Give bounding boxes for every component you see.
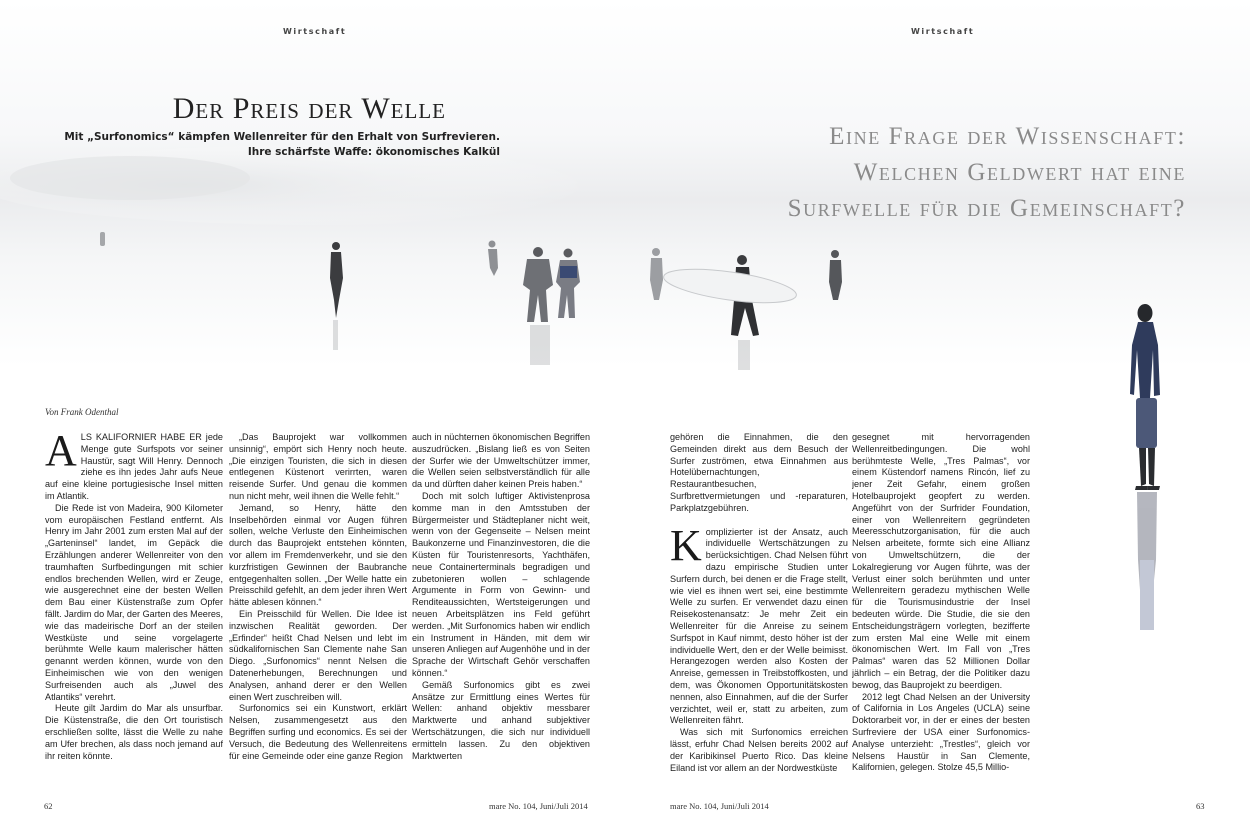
paragraph: gehören die Einnahmen, die den Gemeinden direkt aus dem Besuch der Surfer zuströmen, etwa Einnahmen aus Hotelübernachtungen, Restaurantbesuchen, Surfbrettvermietungen und -reparaturen, Parkplatzgebühren.: [670, 432, 848, 513]
paragraph-text: omplizierter ist der Ansatz, auch individuelle Wertschätzungen zu berücksichtigen. Chad Nelsen führt dazu empirische Studien unter Surfern durch, bei denen er die Frage stellt, wie viel es ihnen wert sei, eine bestimmte Welle zu surfen. Er verwendet dazu einen Reisekostenansatz: Je mehr Zeit ein Wellenreiter für die Anreise zu seinem Surfspot in Kauf nimmt, desto höher ist der individuelle Wert, den er der Welle beimisst. Herangezogen werden also Kosten der Anreise, gemessen in Treibstoffkosten, und dem, was Ökonomen Opportunitätskosten nennen, also Einnahmen, auf die der Surfer verzichtet, weil er, statt zu arbeiten, zum Wellenreiten fährt.: [670, 526, 848, 726]
article-subtitle: [40, 130, 500, 160]
paragraph: Gemäß Surfonomics gibt es zwei Ansätze zur Ermittlung eines Wertes für Wellen: anhand objektiv messbarer Marktwerte und anhand subjektiver Wertschätzungen, die sich nur individuell ermitteln lassen. Zu den objektiven Marktwerten: [412, 679, 590, 761]
drop-cap: K: [670, 520, 702, 570]
article-column-3: [412, 432, 590, 782]
paragraph-text: LS KALIFORNIER HABE ER jede Menge gute Surfspots vor seiner Haustür, sagt Will Henry. Dennoch ziehe es ihn jedes Jahr aufs Neue auf eine kleine portugiesische Insel mitten im Atlantik.: [45, 432, 223, 501]
paragraph: Heute gilt Jardim do Mar als unsurfbar. Die Küstenstraße, die den Ort touristisch erschließen sollte, lässt die Welle zu nahe am Ufer brechen, als dass noch jemand auf ihr reiten könnte.: [45, 703, 223, 761]
paragraph: Ein Preisschild für Wellen. Die Idee ist inzwischen Realität geworden. Der „Erfinder“ heißt Chad Nelsen und lebt im südkalifornischen San Clemente nahe San Diego. „Surfonomics“ nennt Nelsen die Datenerhebungen, Berechnungen und Analysen, anhand derer er den Wellen einen Wert zuschreiben will.: [229, 608, 407, 702]
paragraph: „Das Bauprojekt war vollkommen unsinnig“, empört sich Henry noch heute. „Die einzigen Touristen, die sich in diesen entlegenen Küstenort verirrten, waren reisende Surfer. Und genau die kommen nun nicht mehr, weil ihnen die Welle fehlt.“: [229, 432, 407, 501]
page-number-left: 62: [44, 801, 53, 811]
article-column-5: [852, 432, 1030, 782]
paragraph: [45, 432, 223, 503]
issue-info-left: mare No. 104, Juni/Juli 2014: [489, 801, 588, 811]
pull-quote: [788, 119, 1186, 227]
article-title: Der Preis der Welle: [172, 92, 446, 125]
article-column-4: [670, 432, 848, 782]
paragraph: Was sich mit Surfonomics erreichen lässt, erfuhr Chad Nelsen bereits 2002 auf der Karibikinsel Puerto Rico. Das kleine Eiland ist vor allem an der Nordwestküste: [670, 727, 848, 773]
pull-quote-line-1: Eine Frage der Wissenschaft:: [829, 123, 1186, 150]
section-label-left: Wirtschaft: [283, 27, 347, 36]
pull-quote-line-3: Surfwelle für die Gemeinschaft?: [787, 195, 1186, 222]
paragraph: [670, 520, 848, 728]
paragraph: Jemand, so Henry, hätte den Inselbehörden einmal vor Augen führen sollen, welche Verluste den Einheimischen durch das Bauprojekt entstehen könnten, vor allem im Fremdenverkehr, und sie den kurzfristigen Gewinnen der Baubranche entgegenhalten sollen. „Der Welle hatte ein Preisschild gefehlt, an dem jeder ihren Wert hätte ablesen können.“: [229, 502, 407, 608]
byline: Von Frank Odenthal: [45, 407, 119, 417]
paragraph: auch in nüchternen ökonomischen Begriffen auszudrücken. „Bislang ließ es von Seiten der Surfer wie der Umweltschützer immer, die Wellen seien selbstverständlich für alle da und dürften daher keinen Preis haben.“: [412, 432, 590, 490]
paragraph: Die Rede ist von Madeira, 900 Kilometer vom europäischen Festland entfernt. Als Henry im Jahr 2001 zum ersten Mal auf der „Garteninsel“ landet, im Gepäck die Erzählungen anderer Wellenreiter von den traumhaften Surfbedingungen mit schier endlos brechenden Wellen, wird er Zeuge, wie ausgerechnet eine der besten Wellen dem Bau einer Küstenstraße zum Opfer fällt. Jardim do Mar, der Garten des Meeres, wie das madeirische Dorf an der steilen Westküste und seine vorgelagerte berühmte Welle kaum malerischer hätten genannt werden können, wurde von den Einheimischen wie von den wenigen Surfreisenden auch als „Juwel des Atlantiks“ verehrt.: [45, 502, 223, 702]
distant-surfer-icon: [100, 232, 105, 246]
subtitle-line-2: Ihre schärfste Waffe: ökonomisches Kalkül: [247, 146, 500, 158]
paragraph: gesegnet mit hervorragenden Wellenreitbedingungen. Die wohl berühmteste Welle, „Tres Palmas“, vor einem Küstendorf namens Rincón, lief zu jener Zeit Gefahr, einem großen Hotelbauprojekt geopfert zu werden. Angeführt von der Surfrider Foundation, einer von Wellenreitern gegründeten Meeresschutzorganisation, für die auch Nelsen arbeitete, formte sich eine Allianz von Umweltschützern, die der Lokalregierung vor Augen führte, was der Verlust einer solch berühmten und unter Wellenreitern geradezu mythischen Welle für die Tourismusindustrie der Insel bedeuten würde. Die Studie, die sie den Entscheidungsträgern vorlegten, bezifferte zum ersten Mal eine Welle mit einem ökonomischen Wert. Im Fall von „Tres Palmas“ waren das 52 Millionen Dollar jährlich – ein Betrag, der die Politiker dazu bewog, das Bauprojekt zu beerdigen.: [852, 432, 1030, 690]
subtitle-line-1: Mit „Surfonomics“ kämpfen Wellenreiter für den Erhalt von Surfrevieren.: [64, 131, 500, 143]
section-label-right: Wirtschaft: [911, 27, 975, 36]
paragraph: Surfonomics sei ein Kunstwort, erklärt Nelsen, zusammengesetzt aus den Begriffen surfing und economics. Es sei der Versuch, die Bedeutung des Wellenreitens für eine Gemeinde oder eine ganze Region: [229, 703, 407, 761]
issue-info-right: mare No. 104, Juni/Juli 2014: [670, 801, 769, 811]
page-number-right: 63: [1196, 801, 1205, 811]
drop-cap: A: [45, 432, 77, 475]
paragraph: Doch mit solch luftiger Aktivistenprosa komme man in den Amtsstuben der Bürgermeister und Städteplaner nicht weit, wenn von der Gegenseite – Nelsen meint Baukonzerne und Finanzinvestoren, die die Küsten für Touristenresorts, Yachthäfen, neue Containerterminals begradigen und zubetonieren wollen – schlagende Argumente in Form von Gewinn- und Renditeaussichten, Wertsteigerungen und neuen Arbeitsplätzen ins Feld geführt werden. „Mit Surfonomics haben wir endlich ein Instrument in Händen, mit dem wir unseren Anliegen auf Augenhöhe und in der Sprache der Wirtschaft Gehör verschaffen können.“: [412, 490, 590, 678]
article-column-2: [229, 432, 407, 782]
man-reflection-icon: [1137, 492, 1157, 630]
article-column-1: [45, 432, 223, 782]
paragraph: 2012 legt Chad Nelsen an der University of California in Los Angeles (UCLA) seine Doktorarbeit vor, in der er eines der besten Surfreviere der USA einer Surfonomics-Analyse unterzieht: „Trestles“, gleich vor Nelsens Haustür in San Clemente, Kalifornien, gelegen. Stolze 45,5 Millio-: [852, 691, 1030, 773]
pull-quote-line-2: Welchen Geldwert hat eine: [853, 159, 1186, 186]
